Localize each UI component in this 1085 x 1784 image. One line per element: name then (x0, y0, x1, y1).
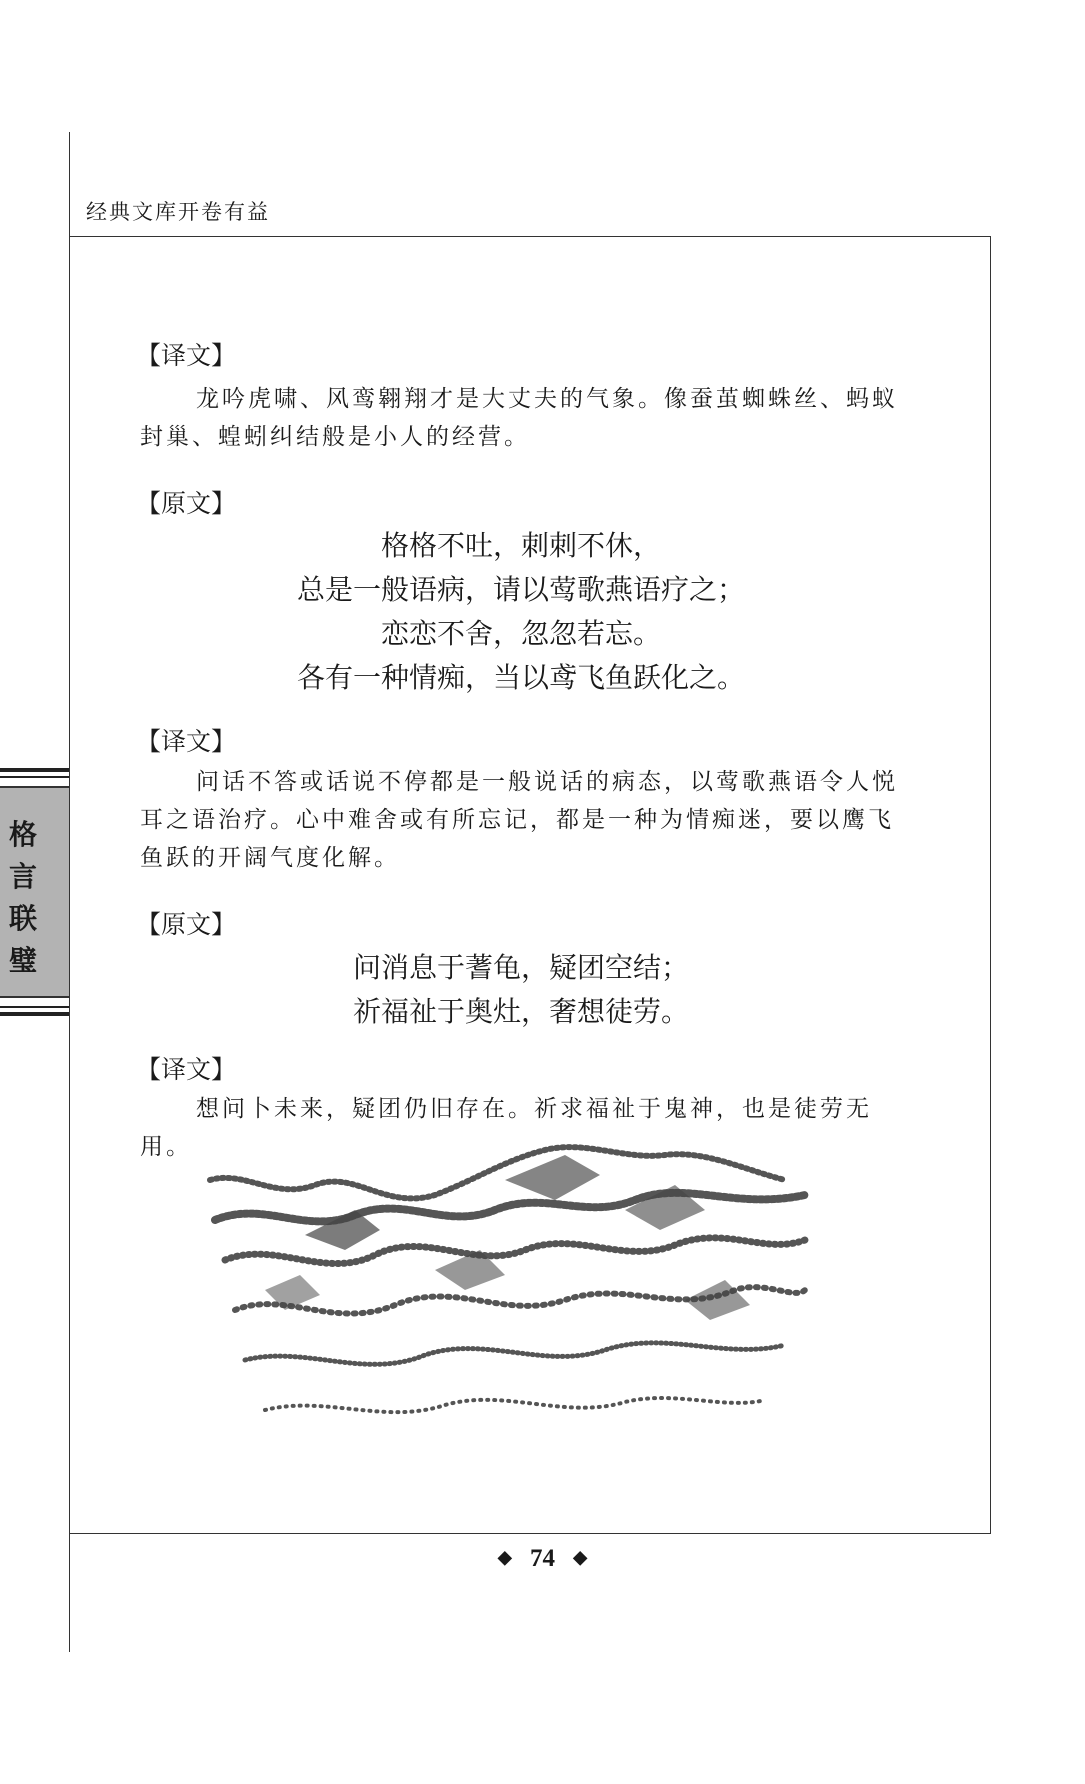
diamond-ornament-left: ◆ (497, 1547, 512, 1567)
tab-rule-bottom-thin (0, 1006, 69, 1008)
section-heading: 【译文】 (136, 341, 237, 370)
landscape-illustration (205, 1140, 815, 1450)
section-heading: 【译文】 (136, 727, 237, 756)
translation-paragraph: 想问卜未来，疑团仍旧存在。祈求福祉于鬼神，也是徒劳无用。 (140, 1096, 872, 1160)
verse-line: 祈福祉于奥灶，奢想徒劳。 (352, 995, 689, 1028)
section-tab-label: 格言联璧 (8, 818, 37, 977)
verse-line: 问消息于蓍龟，疑团空结； (352, 951, 689, 984)
section-heading: 【原文】 (136, 489, 237, 518)
page-footer (0, 1545, 1085, 1573)
translation-paragraph: 问话不答或话说不停都是一般说话的病态，以莺歌燕语令人悦耳之语治疗。心中难舍或有所忘记，都是一种为情痴迷，要以鹰飞鱼跃的开阔气度化解。 (140, 769, 898, 871)
verse-line: 格格不吐，刺刺不休， (380, 529, 661, 562)
tab-rule-top-thin (0, 776, 69, 778)
series-title: 经典文库开卷有益 (86, 200, 270, 224)
page-number: 74 (530, 1545, 555, 1572)
tab-rule-bottom (0, 1012, 69, 1016)
translation-paragraph: 龙吟虎啸、风鸾翱翔才是大丈夫的气象。像蚕茧蜘蛛丝、蚂蚁封巢、蝗蚓纠结般是小人的经营。 (140, 386, 898, 450)
diamond-ornament-right: ◆ (573, 1547, 588, 1567)
original-verse (140, 946, 902, 1034)
tab-body (0, 786, 69, 998)
original-verse (140, 524, 902, 700)
verse-line: 恋恋不舍，忽忽若忘。 (380, 617, 661, 650)
section-heading: 【原文】 (136, 910, 237, 939)
verse-line: 各有一种情痴，当以鸢飞鱼跃化之。 (296, 661, 745, 694)
section-tab (0, 768, 69, 1018)
verse-line: 总是一般语病，请以莺歌燕语疗之； (296, 573, 745, 606)
tab-rule-top (0, 768, 69, 772)
section-heading: 【译文】 (136, 1055, 237, 1084)
